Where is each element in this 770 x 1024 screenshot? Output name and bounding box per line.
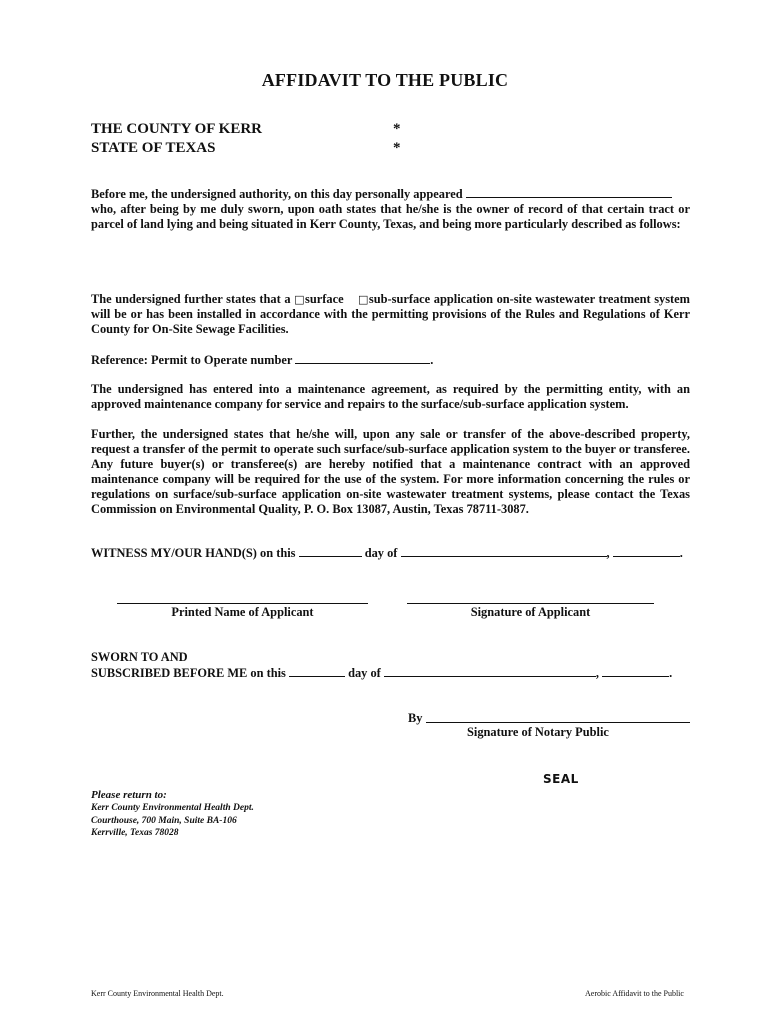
period: .: [430, 353, 434, 367]
return-line2: Courthouse, 700 Main, Suite BA-106: [91, 816, 237, 826]
seal-label: SEAL: [543, 772, 579, 786]
printed-name-label: Printed Name of Applicant: [171, 605, 314, 619]
day-of-label: day of: [364, 546, 398, 560]
appearance-text: Before me, the undersigned authority, on this day personally appeared: [91, 187, 463, 201]
notary-signature-label: Signature of Notary Public: [467, 725, 609, 739]
sworn-line2-row: [91, 665, 672, 681]
sworn-month-field[interactable]: [384, 665, 596, 677]
document-title: AFFIDAVIT TO THE PUBLIC: [261, 70, 509, 90]
maintenance-paragraph: The undersigned has entered into a maintenance agreement, as required by the permitting entity, with an approved maintenance company for service and repairs to the surface/sub-surface application system.: [91, 382, 690, 411]
sworn-day-field[interactable]: [289, 665, 345, 677]
state-line: STATE OF TEXAS: [91, 140, 216, 156]
permit-number-field[interactable]: [295, 352, 430, 364]
witness-line: [91, 545, 683, 561]
return-line3: Kerrville, Texas 78028: [91, 828, 179, 838]
subsurface-checkbox[interactable]: □: [358, 293, 369, 306]
surface-checkbox[interactable]: □: [294, 293, 306, 306]
star-marker: *: [393, 121, 401, 137]
return-line1: Kerr County Environmental Health Dept.: [91, 803, 254, 813]
day-of-label: day of: [348, 666, 381, 680]
subsurface-option-label: sub-surface application on-site wastewater treatment system: [368, 292, 690, 306]
period: .: [669, 666, 673, 680]
sworn-line2: SUBSCRIBED BEFORE ME on this: [91, 666, 286, 680]
comma: ,: [606, 546, 610, 560]
appeared-name-field[interactable]: [466, 186, 672, 198]
witness-label: WITNESS MY/OUR HAND(S) on this: [91, 546, 296, 560]
witness-day-field[interactable]: [299, 545, 362, 557]
comma: ,: [595, 666, 599, 680]
star-marker: *: [393, 140, 401, 156]
reference-line: [91, 352, 690, 368]
applicant-signature-field[interactable]: [407, 603, 654, 604]
sworn-year-field[interactable]: [602, 665, 669, 677]
appearance-rest: who, after being by me duly sworn, upon oath states that he/she is the owner of record of that certain tract or parcel of land lying and being situated in Kerr County, Texas, and being more particularly described as follows:: [91, 202, 690, 231]
system-text: The undersigned further states that a: [91, 292, 291, 306]
footer-left: Kerr County Environmental Health Dept.: [91, 989, 224, 998]
by-label: By: [408, 711, 423, 725]
witness-month-field[interactable]: [401, 545, 607, 557]
return-heading: Please return to:: [91, 789, 167, 801]
printed-name-field[interactable]: [117, 603, 368, 604]
footer-right: Aerobic Affidavit to the Public: [585, 989, 684, 998]
sworn-line1: SWORN TO AND: [91, 650, 188, 664]
surface-option-label: surface: [305, 292, 344, 306]
transfer-paragraph: Further, the undersigned states that he/she will, upon any sale or transfer of the above-described property, request a transfer of the permit to operate such surface/sub-surface application system to the buyer or transferee. Any future buyer(s) or transferee(s) are hereby notified that a maintenance contract with an approved maintenance company will be required for the use of the system. For more information concerning the rules or regulations on surface/sub-surface application on-site wastewater treatment systems, please contact the Texas Commission on Environmental Quality, P. O. Box 13087, Austin, Texas 78711-3087.: [91, 427, 690, 516]
reference-label: Reference: Permit to Operate number: [91, 353, 293, 367]
system-rest: will be or has been installed in accordance with the permitting provisions of the Rules and Regulations of Kerr County for On-Site Sewage Facilities.: [91, 307, 690, 336]
county-line: THE COUNTY OF KERR: [91, 121, 262, 137]
period: .: [679, 546, 683, 560]
system-paragraph: [91, 292, 690, 337]
applicant-signature-label: Signature of Applicant: [470, 605, 591, 619]
witness-year-field[interactable]: [613, 545, 680, 557]
notary-signature-field[interactable]: [426, 722, 690, 723]
appearance-paragraph: [91, 186, 690, 232]
